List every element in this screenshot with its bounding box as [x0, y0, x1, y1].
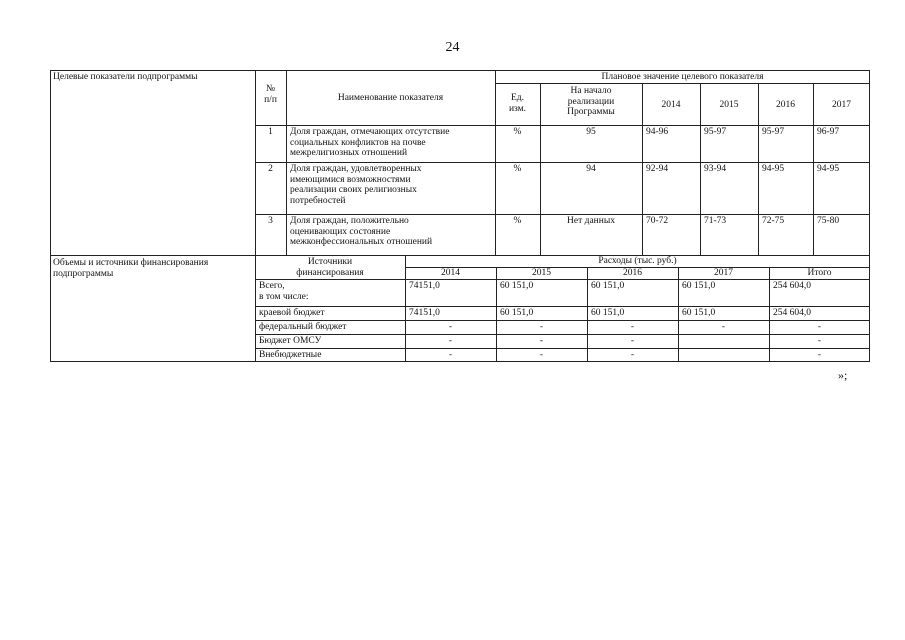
amount-value: -: [539, 322, 544, 332]
amount-value: 74151,0: [409, 308, 440, 318]
table-divider: [255, 320, 870, 321]
amount-value: -: [630, 322, 635, 332]
amount-value: 60 151,0: [500, 281, 534, 291]
unit-value: %: [513, 216, 522, 226]
unit-value: %: [513, 164, 522, 174]
year-column-header: 2017: [832, 100, 851, 110]
row-number: 2: [268, 164, 273, 174]
source-label: федеральный бюджет: [259, 322, 347, 332]
total-column-header: Итого: [807, 268, 832, 278]
amount-value: -: [630, 350, 635, 360]
table-border: [50, 361, 870, 362]
year-value: 96-97: [817, 127, 840, 137]
amount-value: 60 151,0: [682, 308, 716, 318]
table-divider: [255, 279, 870, 280]
indicator-name: Доля граждан, удовлетворенных имеющимися возможностями реализации своих религиозных потребностей: [290, 164, 422, 206]
amount-value: 60 151,0: [682, 281, 716, 291]
year-column-header: 2014: [661, 100, 681, 110]
row-number: 1: [268, 127, 273, 137]
source-label: Всего, в том числе:: [259, 281, 309, 302]
amount-value: 60 151,0: [500, 308, 534, 318]
amount-value: -: [817, 336, 822, 346]
table-divider: [255, 306, 870, 307]
year-value: 94-95: [817, 164, 840, 174]
year-value: 95-97: [762, 127, 785, 137]
year-column-header: 2015: [532, 268, 551, 278]
row-number: 3: [268, 216, 273, 226]
start-value: 94: [586, 164, 596, 174]
amount-value: -: [448, 336, 453, 346]
source-label: Бюджет ОМСУ: [259, 336, 322, 346]
source-label: краевой бюджет: [259, 308, 325, 318]
year-column-header: 2016: [776, 100, 795, 110]
amount-value: -: [721, 322, 726, 332]
indicators-section-label: Целевые показатели подпрограммы: [53, 72, 198, 82]
table-border: [50, 70, 870, 71]
amount-value: 254 604,0: [773, 281, 811, 291]
year-column-header: 2016: [623, 268, 642, 278]
amount-value: 60 151,0: [591, 281, 625, 291]
year-column-header: 2017: [714, 268, 733, 278]
year-value: 71-73: [704, 216, 727, 226]
start-value: 95: [586, 127, 596, 137]
amount-value: -: [448, 350, 453, 360]
year-column-header: 2014: [441, 268, 460, 278]
year-value: 75-80: [817, 216, 840, 226]
year-value: 92-94: [646, 164, 669, 174]
unit-column-header: Ед. изм.: [508, 93, 527, 114]
amount-value: -: [817, 350, 822, 360]
closing-quote: »;: [838, 368, 848, 382]
year-value: 95-97: [704, 127, 727, 137]
year-value: 94-95: [762, 164, 785, 174]
indicator-name-column-header: Наименование показателя: [337, 93, 444, 103]
unit-value: %: [513, 127, 522, 137]
year-column-header: 2015: [719, 100, 739, 110]
start-value-column-header: На начало реализации Программы: [567, 86, 615, 117]
start-value: Нет данных: [567, 216, 615, 226]
source-column-header: Источники финансирования: [296, 257, 364, 278]
amount-value: -: [817, 322, 822, 332]
plan-values-header: Плановое значение целевого показателя: [601, 72, 764, 82]
table-divider: [255, 348, 870, 349]
table-divider: [255, 214, 870, 215]
source-label: Внебюджетные: [259, 350, 322, 360]
year-value: 94-96: [646, 127, 669, 137]
year-value: 93-94: [704, 164, 727, 174]
amount-value: 60 151,0: [591, 308, 625, 318]
table-divider: [255, 162, 870, 163]
expenses-header: Расходы (тыс. руб.): [598, 256, 677, 266]
year-value: 72-75: [762, 216, 785, 226]
amount-value: 74151,0: [409, 281, 440, 291]
indicator-name: Доля граждан, отмечающих отсутствие социальных конфликтов на почве межрелигиозных отношений: [290, 127, 450, 158]
amount-value: -: [630, 336, 635, 346]
amount-value: -: [448, 322, 453, 332]
subprogram-passport-table: [50, 70, 870, 362]
table-divider: [255, 125, 870, 126]
amount-value: 254 604,0: [773, 308, 811, 318]
amount-value: -: [539, 350, 544, 360]
amount-value: -: [539, 336, 544, 346]
financing-section-label: Объемы и источники финансирования подпрограммы: [53, 258, 209, 279]
table-border: [50, 70, 51, 362]
indicator-name: Доля граждан, положительно оценивающих состояние межконфессиональных отношений: [290, 216, 433, 247]
table-border: [869, 70, 870, 362]
number-column-header: № п/п: [264, 84, 277, 105]
table-divider: [255, 334, 870, 335]
year-value: 70-72: [646, 216, 669, 226]
page-number: 24: [445, 40, 460, 55]
